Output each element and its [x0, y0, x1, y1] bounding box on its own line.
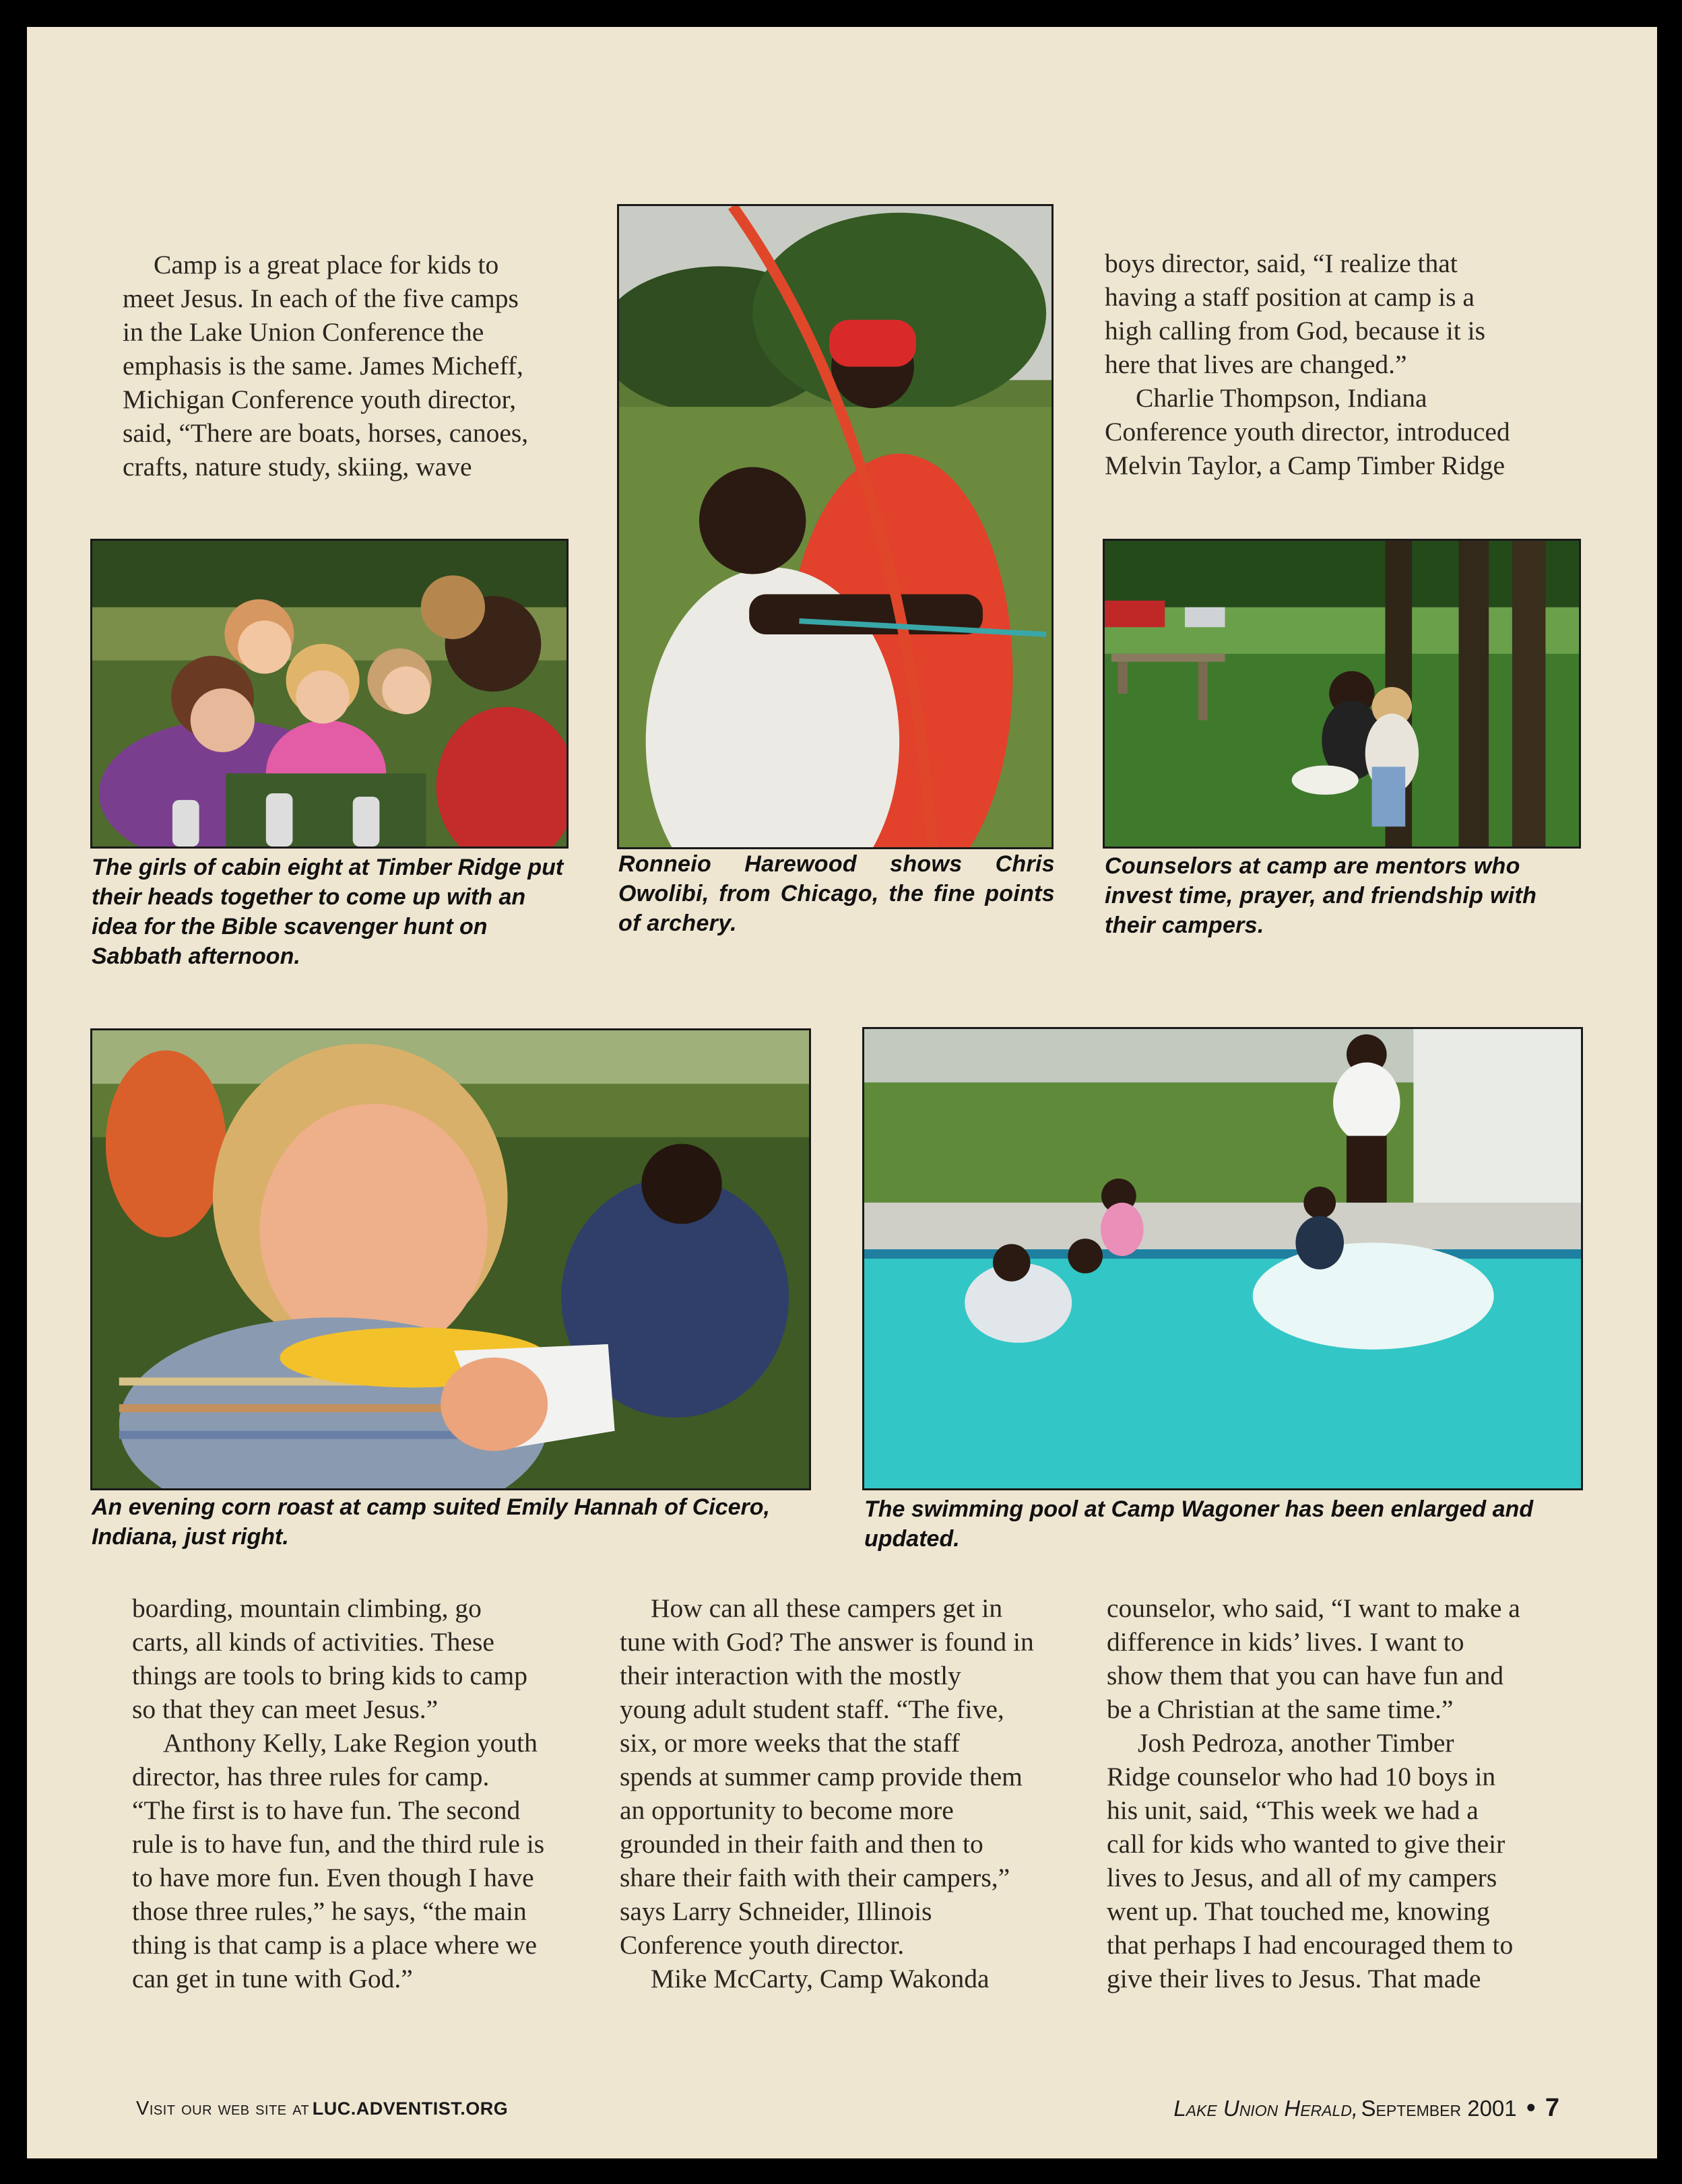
text-line: counselor, who said, “I want to make a [1107, 1593, 1520, 1623]
text-line: lives to Jesus, and all of my campers [1107, 1863, 1497, 1892]
caption-counselors: Counselors at camp are mentors who invest time, prayer, and friendship with their campers. [1105, 853, 1537, 938]
text-line: crafts, nature study, skiing, wave [123, 452, 472, 482]
text-line: tune with God? The answer is found in [620, 1627, 1034, 1657]
footer-magazine-title: Lake Union Herald, [1173, 2096, 1359, 2121]
footer-separator: • [1526, 2094, 1536, 2122]
text-line: six, or more weeks that the staff [620, 1728, 960, 1758]
text-line: that perhaps I had encouraged them to [1107, 1930, 1514, 1960]
text-line: give their lives to Jesus. That made [1107, 1964, 1481, 1993]
text-line: “The first is to have fun. The second [132, 1795, 521, 1825]
photo-counselors [1103, 539, 1581, 849]
footer-website [136, 2098, 508, 2120]
text-line: Charlie Thompson, Indiana [1136, 383, 1427, 413]
article-column-1-top [123, 248, 528, 484]
text-line: went up. That touched me, knowing [1107, 1896, 1490, 1926]
text-line: their interaction with the mostly [620, 1661, 961, 1690]
photo-archery [617, 204, 1054, 849]
text-line: having a staff position at camp is a [1105, 282, 1475, 312]
text-line: director, has three rules for camp. [132, 1762, 490, 1791]
text-line: Conference youth director. [620, 1930, 905, 1960]
text-line: high calling from God, because it is [1105, 316, 1485, 345]
text-line: to have more fun. Even though I have [132, 1863, 534, 1892]
article-column-3-bottom [1107, 1591, 1520, 1995]
text-line: thing is that camp is a place where we [132, 1930, 538, 1960]
footer-issue [1173, 2094, 1559, 2123]
text-line: emphasis is the same. James Micheff, [123, 351, 523, 380]
photo-girls-cabin-eight [90, 539, 569, 849]
text-line: an opportunity to become more [620, 1795, 954, 1825]
text-line: boarding, mountain climbing, go [132, 1593, 482, 1623]
text-line: those three rules,” he says, “the main [132, 1896, 527, 1926]
text-line: his unit, said, “This week we had a [1107, 1795, 1479, 1825]
article-column-2-bottom [620, 1591, 1034, 1995]
photo-swimming-pool [862, 1027, 1583, 1490]
caption-girls: The girls of cabin eight at Timber Ridge put their heads together to come up with an idea for the Bible scavenger hunt on Sabbath afternoon. [92, 855, 564, 969]
caption-archery: Ronneio Harewood shows Chris Owolibi, from Chicago, the fine points of archery. [618, 851, 1055, 936]
text-line: grounded in their faith and then to [620, 1829, 983, 1859]
text-line: says Larry Schneider, Illinois [620, 1896, 932, 1926]
caption-corn: An evening corn roast at camp suited Emily Hannah of Cicero, Indiana, just right. [92, 1494, 771, 1550]
text-line: share their faith with their campers,” [620, 1863, 1010, 1892]
magazine-page [27, 27, 1657, 2158]
text-line: Anthony Kelly, Lake Region youth [163, 1728, 538, 1758]
footer-website-prefix: Visit our web site at [136, 2098, 310, 2119]
text-line: Melvin Taylor, a Camp Timber Ridge [1105, 451, 1505, 480]
text-line: be a Christian at the same time.” [1107, 1694, 1454, 1724]
text-line: can get in tune with God.” [132, 1964, 413, 1993]
text-line: Camp is a great place for kids to [154, 250, 499, 279]
text-line: Ridge counselor who had 10 boys in [1107, 1762, 1496, 1791]
text-line: Josh Pedroza, another Timber [1138, 1728, 1454, 1758]
text-line: rule is to have fun, and the third rule is [132, 1829, 545, 1859]
text-line: show them that you can have fun and [1107, 1661, 1504, 1690]
text-line: so that they can meet Jesus.” [132, 1694, 439, 1724]
text-line: difference in kids’ lives. I want to [1107, 1627, 1464, 1657]
text-line: Michigan Conference youth director, [123, 385, 517, 414]
article-column-3-top [1105, 246, 1510, 482]
page-number: 7 [1545, 2094, 1559, 2122]
footer-issue-date: September 2001 [1361, 2096, 1517, 2121]
text-line: Mike McCarty, Camp Wakonda [651, 1964, 990, 1993]
photo-corn-roast [90, 1028, 811, 1490]
text-line: things are tools to bring kids to camp [132, 1661, 527, 1690]
text-line: How can all these campers get in [651, 1593, 1003, 1623]
caption-pool: The swimming pool at Camp Wagoner has been enlarged and updated. [864, 1496, 1534, 1552]
text-line: carts, all kinds of activities. These [132, 1627, 494, 1657]
text-line: in the Lake Union Conference the [123, 317, 484, 347]
text-line: said, “There are boats, horses, canoes, [123, 418, 529, 448]
article-column-1-bottom [132, 1591, 544, 1995]
text-line: here that lives are changed.” [1105, 350, 1407, 379]
text-line: meet Jesus. In each of the five camps [123, 284, 519, 313]
text-line: young adult student staff. “The five, [620, 1694, 1004, 1724]
footer-website-url[interactable]: LUC.ADVENTIST.ORG [312, 2098, 509, 2119]
text-line: Conference youth director, introduced [1105, 417, 1510, 446]
text-line: spends at summer camp provide them [620, 1762, 1023, 1791]
text-line: call for kids who wanted to give their [1107, 1829, 1506, 1859]
text-line: boys director, said, “I realize that [1105, 249, 1458, 278]
